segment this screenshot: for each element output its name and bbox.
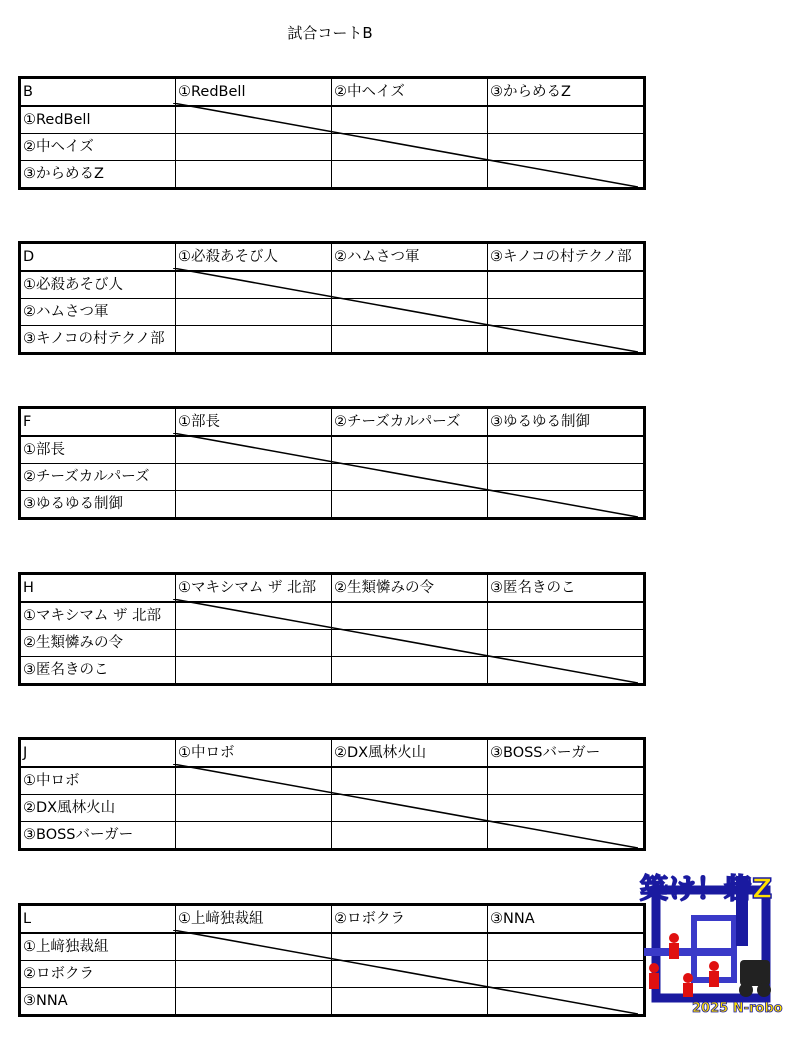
row-header-team-3: ③匿名きのこ (20, 657, 176, 685)
col-header-team-2: ②中ヘイズ (332, 78, 488, 107)
score-cell (488, 326, 645, 354)
score-cell (488, 161, 645, 189)
score-cell (176, 491, 332, 519)
score-cell (176, 299, 332, 326)
col-header-team-1: ①部長 (176, 408, 332, 437)
robot-silhouette (739, 960, 771, 997)
event-logo (636, 868, 786, 1018)
score-cell (332, 271, 488, 299)
page-title: 試合コートB (287, 24, 373, 42)
score-cell (488, 602, 645, 630)
score-cell (176, 134, 332, 161)
col-header-team-1: ①マキシマム ザ 北部 (176, 574, 332, 603)
score-cell (488, 491, 645, 519)
row-header-team-1: ①部長 (20, 436, 176, 464)
score-cell (488, 464, 645, 491)
score-cell (176, 464, 332, 491)
col-header-team-3: ③キノコの村テクノ部 (488, 243, 645, 272)
row-header-team-2: ②チーズカルパーズ (20, 464, 176, 491)
score-cell (332, 795, 488, 822)
score-cell (332, 602, 488, 630)
group-label: J (20, 739, 176, 768)
score-cell (176, 271, 332, 299)
row-header-team-1: ①マキシマム ザ 北部 (20, 602, 176, 630)
score-cell (332, 657, 488, 685)
score-cell (176, 767, 332, 795)
score-cell (332, 630, 488, 657)
row-header-team-3: ③キノコの村テクノ部 (20, 326, 176, 354)
group-label: D (20, 243, 176, 272)
score-cell (176, 106, 332, 134)
league-table-J (18, 737, 637, 851)
score-cell (488, 657, 645, 685)
score-cell (176, 630, 332, 657)
col-header-team-1: ①RedBell (176, 78, 332, 107)
score-cell (488, 822, 645, 850)
score-cell (488, 933, 645, 961)
score-cell (332, 134, 488, 161)
row-header-team-2: ②生類憐みの令 (20, 630, 176, 657)
score-cell (332, 464, 488, 491)
score-cell (332, 326, 488, 354)
col-header-team-2: ②生類憐みの令 (332, 574, 488, 603)
score-cell (488, 134, 645, 161)
score-cell (488, 271, 645, 299)
logo-footer: 2025 N-robo (692, 1001, 783, 1016)
row-header-team-1: ①上﨑独裁組 (20, 933, 176, 961)
score-cell (176, 933, 332, 961)
row-header-team-2: ②中ヘイズ (20, 134, 176, 161)
row-header-team-2: ②DX風林火山 (20, 795, 176, 822)
score-cell (176, 657, 332, 685)
score-cell (176, 326, 332, 354)
group-label: B (20, 78, 176, 107)
col-header-team-3: ③NNA (488, 905, 645, 934)
logo-title: 築け！砦Z (640, 872, 773, 905)
score-cell (332, 491, 488, 519)
score-cell (332, 106, 488, 134)
col-header-team-3: ③匿名きのこ (488, 574, 645, 603)
score-cell (332, 161, 488, 189)
col-header-team-1: ①必殺あそび人 (176, 243, 332, 272)
col-header-team-1: ①上﨑独裁組 (176, 905, 332, 934)
score-cell (332, 436, 488, 464)
score-cell (332, 961, 488, 988)
row-header-team-3: ③ゆるゆる制御 (20, 491, 176, 519)
league-table-H (18, 572, 637, 686)
col-header-team-3: ③からめるZ (488, 78, 645, 107)
score-cell (332, 988, 488, 1016)
score-cell (488, 299, 645, 326)
group-label: F (20, 408, 176, 437)
col-header-team-2: ②DX風林火山 (332, 739, 488, 768)
score-cell (332, 933, 488, 961)
col-header-team-2: ②ロボクラ (332, 905, 488, 934)
score-cell (488, 961, 645, 988)
league-table-B (18, 76, 637, 190)
league-table-D (18, 241, 637, 355)
row-header-team-3: ③からめるZ (20, 161, 176, 189)
score-cell (176, 988, 332, 1016)
league-table-L (18, 903, 637, 1017)
row-header-team-3: ③NNA (20, 988, 176, 1016)
score-cell (176, 795, 332, 822)
score-cell (332, 767, 488, 795)
score-cell (488, 795, 645, 822)
score-cell (176, 961, 332, 988)
row-header-team-1: ①必殺あそび人 (20, 271, 176, 299)
col-header-team-2: ②ハムさつ軍 (332, 243, 488, 272)
score-cell (488, 106, 645, 134)
group-label: L (20, 905, 176, 934)
score-cell (332, 299, 488, 326)
row-header-team-1: ①中ロボ (20, 767, 176, 795)
score-cell (332, 822, 488, 850)
row-header-team-2: ②ハムさつ軍 (20, 299, 176, 326)
row-header-team-1: ①RedBell (20, 106, 176, 134)
score-cell (176, 436, 332, 464)
score-cell (488, 988, 645, 1016)
score-cell (176, 602, 332, 630)
score-cell (488, 630, 645, 657)
league-table-F (18, 406, 637, 520)
group-label: H (20, 574, 176, 603)
col-header-team-3: ③ゆるゆる制御 (488, 408, 645, 437)
score-cell (176, 161, 332, 189)
score-cell (488, 436, 645, 464)
col-header-team-2: ②チーズカルパーズ (332, 408, 488, 437)
col-header-team-1: ①中ロボ (176, 739, 332, 768)
row-header-team-2: ②ロボクラ (20, 961, 176, 988)
row-header-team-3: ③BOSSバーガー (20, 822, 176, 850)
score-cell (488, 767, 645, 795)
score-cell (176, 822, 332, 850)
col-header-team-3: ③BOSSバーガー (488, 739, 645, 768)
